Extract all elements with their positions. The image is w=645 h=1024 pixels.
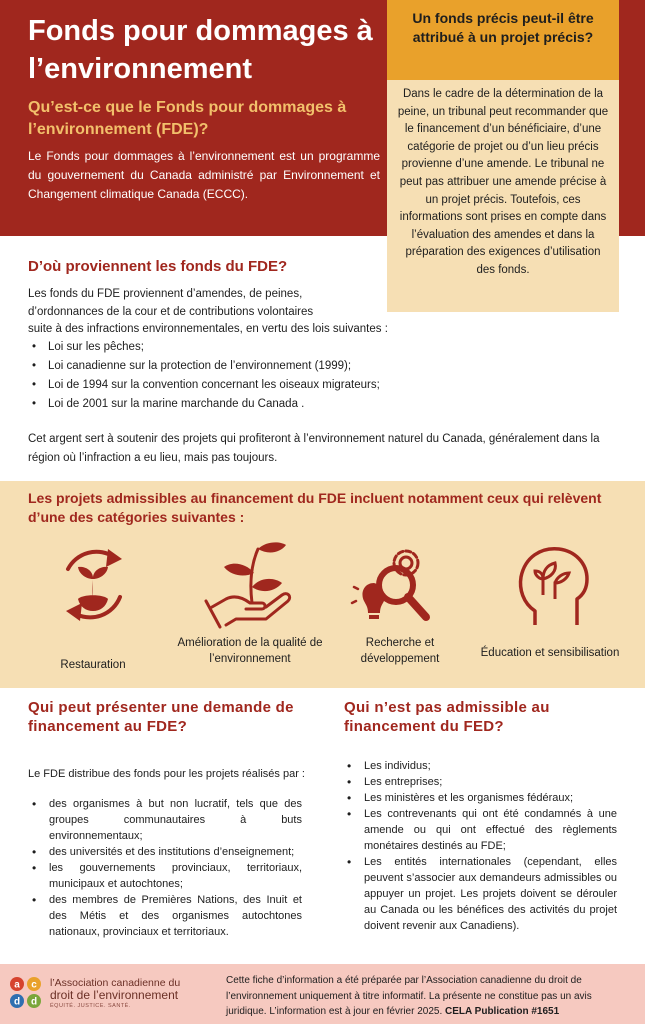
law-item: • Loi de 1994 sur la convention concernant les oiseaux migrateurs;: [32, 376, 380, 395]
category-label: Recherche et développement: [360, 637, 440, 665]
logo-letter: d: [30, 996, 38, 1008]
fde-description: Le Fonds pour dommages à l’environnement est un programme du gouvernement du Canada administré par Environnement et Changement climatique Canada (ECCC).: [28, 149, 380, 201]
recycle-plant-icon: [48, 539, 138, 629]
org-name-line1: l’Association canadienne du: [50, 977, 181, 989]
list-item: • Les individus;: [347, 758, 617, 774]
disclaimer-text: Cette fiche d’information a été préparée par l’Association canadienne du droit de l’environnement uniquement à titre informatif. La présente ne constitue pas un avis juridique. L’information est à jour en février 2025.: [226, 975, 592, 1017]
category-education: [475, 539, 625, 661]
origin-outro: Cet argent sert à soutenir des projets qui profiteront à l’environnement naturel du Canada, généralement dans la région où l’infraction a eu lieu, mais pas toujours.: [28, 433, 600, 464]
list-item: • les gouvernements provinciaux, territoriaux, municipaux et autochtones;: [32, 860, 302, 892]
category-label: Éducation et sensibilisation: [480, 647, 620, 659]
hand-plant-icon: [200, 537, 300, 633]
sidebar-body: Dans le cadre de la détermination de la peine, un tribunal peut recommander que le financement d’un bénéficiaire, d’une catégorie de projet ou d’un lieu précis provienne d’une amende. Le tribunal ne peut pas attribuer une amende précise à un projet précis. Toutefois, ces informations sont prises en compte dans l’évaluation des amendes et dans la préparation des exigences d’utilisation des fonds.: [387, 80, 619, 312]
origin-intro: [28, 286, 388, 339]
origin-intro-line: d’ordonnances de la cour et de contributions volontaires: [28, 305, 314, 318]
category-amelioration: [175, 537, 325, 667]
origin-intro-line: suite à des infractions environnementales, en vertu des lois suivantes :: [28, 323, 388, 335]
list-item: • des membres de Premières Nations, des Inuit et des Métis et des organismes autochtones nationaux, provinciaux et territoriaux.: [32, 892, 302, 940]
logo-letter: a: [14, 979, 20, 991]
fde-question-heading: Qu’est-ce que le Fonds pour dommages à l’environnement (FDE)?: [28, 99, 347, 138]
list-item: • Les entreprises;: [347, 774, 617, 790]
org-name-line2: droit de l’environnement: [50, 988, 179, 1002]
category-label: Amélioration de la qualité de l’environnement: [177, 637, 323, 665]
law-item: • Loi sur les pêches;: [32, 338, 380, 357]
origin-intro-line: Les fonds du FDE proviennent d’amendes, de peines,: [28, 288, 303, 300]
eligible-projects-heading: Les projets admissibles au financement du FDE incluent notamment ceux qui relèvent d’une des catégories suivantes :: [28, 490, 602, 525]
logo-letter: d: [13, 996, 21, 1008]
list-item: • des universités et des institutions d’enseignement;: [32, 844, 302, 860]
head-leaf-icon: [505, 539, 595, 629]
page-title: Fonds pour dommages à l’environnement: [28, 15, 373, 85]
not-eligible-heading: Qui n’est pas admissible au financement du FED?: [344, 699, 550, 735]
not-eligible-list: [347, 758, 617, 934]
list-item: • Les contrevenants qui ont été condamnés à une amende ou qui ont effectué des règlements monétaires destinés au FDE;: [347, 806, 617, 854]
logo-letter: c: [31, 979, 37, 991]
footer: [0, 964, 645, 1024]
category-recherche: [325, 539, 475, 667]
publication-number: CELA Publication #1651: [445, 1006, 560, 1017]
cela-logo-icon: [8, 974, 44, 1012]
who-can-intro: Le FDE distribue des fonds pour les projets réalisés par :: [28, 768, 305, 780]
list-item: • des organismes à but non lucratif, tels que des groupes communautaires à buts environnementaux;: [32, 796, 302, 844]
law-item: • Loi canadienne sur la protection de l’environnement (1999);: [32, 357, 380, 376]
research-icon: [350, 539, 450, 629]
origin-heading: D’où proviennent les fonds du FDE?: [28, 258, 288, 275]
category-label: Restauration: [60, 659, 126, 671]
who-can-heading: Qui peut présenter une demande de financement au FDE?: [28, 699, 294, 735]
law-item: • Loi de 2001 sur la marine marchande du Canada .: [32, 395, 380, 414]
category-restauration: [18, 539, 168, 673]
laws-list: [32, 338, 380, 414]
eligible-projects-section: [0, 481, 645, 688]
list-item: • Les entités internationales (cependant, elles peuvent s’associer aux demandeurs admissibles ou appuyer un projet. Les projets doivent se dérouler au Canada ou les bénéfices des activités du projet doivent revenir aux Canadiens).: [347, 854, 617, 934]
sidebar-title: Un fonds précis peut-il être attribué à un projet précis?: [387, 0, 619, 80]
who-can-list: [32, 796, 302, 940]
footer-disclaimer: [226, 973, 631, 1020]
list-item: • Les ministères et les organismes fédéraux;: [347, 790, 617, 806]
org-tagline: ÉQUITÉ. JUSTICE. SANTÉ.: [50, 1003, 131, 1009]
org-name: [50, 977, 180, 1010]
